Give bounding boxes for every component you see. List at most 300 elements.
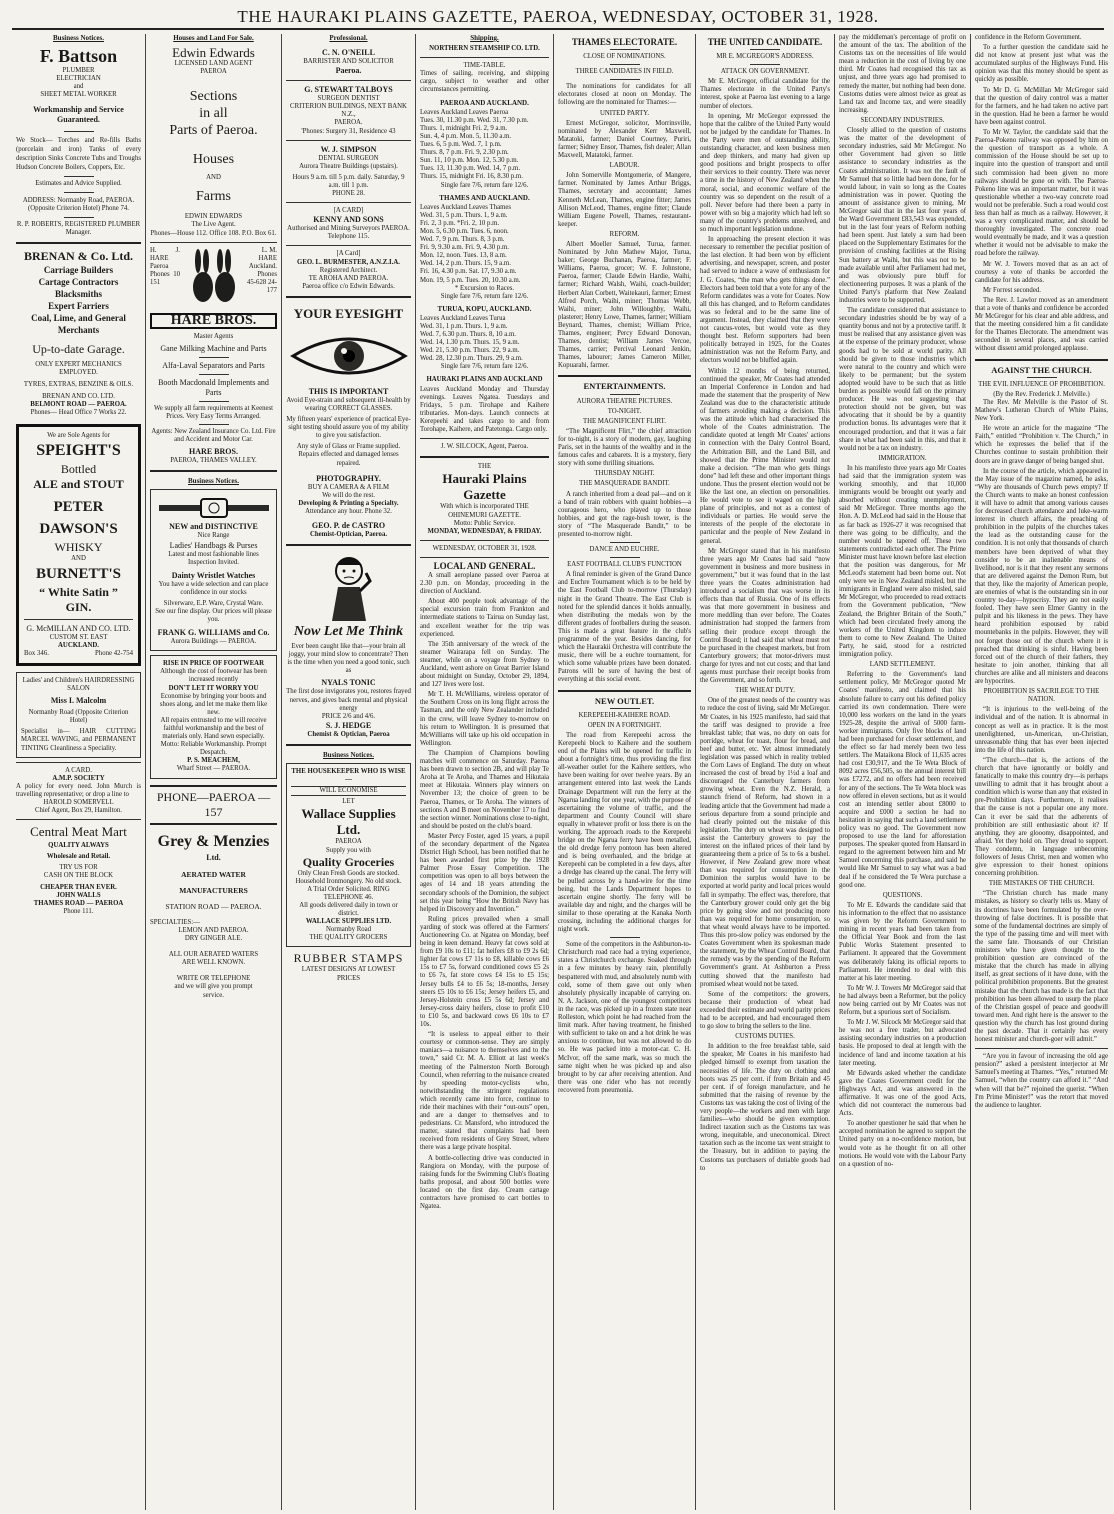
- advertiser-name: Edwin Edwards: [172, 45, 255, 61]
- ad-meachem: [150, 655, 277, 778]
- ad-line: Any style of Glass or Frame supplied.: [296, 443, 401, 451]
- timetable-row: Fri. 16, 4.30 p.m. Sat. 17, 9.30 a.m.: [420, 268, 517, 276]
- ad-line: PLUMBER: [62, 67, 95, 75]
- ad-line: QUALITY ALWAYS: [48, 842, 109, 850]
- timetable-row: Wed. 7, 9 p.m. Thurs. 8, 3 p.m.: [420, 236, 505, 244]
- divider: [1027, 377, 1057, 378]
- timetable-row: Thurs. 8, 7 p.m. Fri. 9, 2.30 p.m.: [420, 149, 509, 157]
- article-paragraph: Some of the competitors: the growers, because their production of wheat had exceeded their estimate and world parity prices had to be accepted, and had encouraged them to go slow to bring the sellers to the line.: [700, 990, 830, 1031]
- newspaper-days: MONDAY, WEDNESDAY, & FRIDAY.: [427, 527, 542, 535]
- article-subheading: THE EVIL INFLUENCE OF PROHIBITION.: [978, 380, 1105, 388]
- ad-line: ELECTRICIAN: [56, 75, 101, 83]
- section-heading: Shipping.: [470, 34, 499, 42]
- article-subheading: TO-NIGHT.: [607, 407, 642, 415]
- article-paragraph: Mr T. H. McWilliams, wireless operator of the Southern Cross on its long flight across the Tasman, and the only New Zealander included in the crew, will leave Sydney to-morrow on his return to Wellington. It is presumed that McWilliams will take up his old occupation in Wellington.: [420, 691, 549, 747]
- route-heading: HAURAKI PLAINS AND AUCKLAND: [426, 375, 543, 383]
- timetable-row: * Excursion to Races.: [454, 284, 515, 292]
- article-byline: (By the Rev. Frederick J. Melville.): [993, 390, 1090, 398]
- newspaper-title: Hauraki Plains Gazette: [442, 471, 527, 503]
- ad-line: Carriage Builders: [43, 264, 114, 275]
- shipping-company: NORTHERN STEAMSHIP CO. LTD.: [429, 45, 540, 53]
- ad-line: Phone 111.: [63, 907, 94, 915]
- article-subheading: THE MAGNIFICENT FLIRT.: [583, 417, 666, 425]
- divider: [558, 690, 691, 692]
- ad-line: Ladies' and Children's HAIRDRESSING SALON: [22, 676, 135, 693]
- divider: [64, 192, 94, 193]
- divider: [975, 1048, 1108, 1049]
- ad-line: G. McMILLAN AND CO. LTD.: [26, 623, 131, 633]
- ad-line: DENTAL SURGEON: [318, 154, 379, 162]
- article-subheading: EAST FOOTBALL CLUB'S FUNCTION: [567, 561, 682, 569]
- ad-line: Wharf Street — PAEROA.: [176, 765, 251, 773]
- article-subheading: QUESTIONS.: [882, 891, 923, 899]
- ad-line: Latest and most fashionable lines Inspection Invited.: [168, 550, 259, 566]
- divider: [286, 544, 411, 546]
- ad-line: A Trial Order Solicited. RING TELEPHONE 46.: [307, 885, 390, 901]
- ad-line: Gane Milking Machine and Parts: [160, 343, 267, 353]
- newspaper-title-prefix: THE: [477, 463, 492, 471]
- ad-amp: [16, 767, 141, 816]
- ad-line: SPECIALTIES:—: [150, 918, 200, 926]
- ad-line: Estimates and Advice Supplied.: [35, 180, 122, 188]
- ad-headline: RISE IN PRICE OF FOOTWEAR: [163, 660, 264, 668]
- ad-line: Bottled: [60, 461, 97, 476]
- article-subheading: MR E. MCGREGOR'S ADDRESS.: [716, 53, 814, 61]
- ad-brenan: [16, 249, 141, 418]
- article-paragraph: A ranch inherited from a dead pal—and on it a band of train robbers with quaint hobbies—a courageous hero, who played up to those hobbies, and got the rage-bush tower, is the story of “The Masquerade Bandit,” to be presented to-morrow night.: [558, 490, 691, 538]
- timetable-row: Mon. 12, noon. Tues. 13, 8 a.m.: [420, 252, 507, 260]
- divider: [199, 424, 229, 425]
- article-paragraph: Some of the competitors in the Ashburton-to-Christchurch road race had a trying experience, states a Christchurch exchange. Soaked through in a few minutes by heavy rain, plentifully bespattered with mud, and absolutely numb with cold, some of them gave out only when absolutely physically incapable of carrying on. N. A. Jackson, one of the youngest competitors in the race, was picked up in a frozen state near Rolleston, which point he had reached from the limit mark. After having treatment, he finished with sufficient to take on and a hot drink he was anxious to continue, but was not allowed to do so. He was packed into a motor-car. C. H. McIvor, off the same mark, was so much the same night when he was picked up and also brought to by car after receiving attention. And there was one rider who has not recently recovered from pneumonia.: [558, 941, 691, 1094]
- masthead: THE HAURAKI PLAINS GAZETTE, PAEROA, WEDNESDAY, OCTOBER 31, 1928.: [12, 6, 1104, 30]
- ad-headline: Dainty Wristlet Watches: [171, 570, 256, 580]
- article-heading: THAMES ELECTORATE.: [571, 37, 678, 47]
- article-paragraph: The nominations for candidates for all electorates closed at noon on Monday. The following are the nominated for Thames:—: [558, 83, 691, 107]
- article-paragraph: Within 12 months of being returned, continued the speaker, Mr Coates had attended an Imperial Conference in London and had made the statement that the prosperity of New Zealand was due to the characteristic attitude of farmers avoiding making a decision. This was the attitude which had characterised the whole of the Coates administration. The candidate quoted at length Mr Coates' actions in connection with the Dairy Control Board, the Arbitration Bill, and the Land Bill, and showed that the Prime Minister would not make a decision. “The man who gets things done” had left these and other important things undone. Thus the present election would not be like the last one, an election on personalities. He would vote to see it waged on the high plane of principles, and not as a contest of individuals or parties. He would serve the interests of the people of the electorate in particular and the people of New Zealand in general.: [700, 367, 830, 545]
- ad-line: ALE and STOUT: [33, 476, 124, 491]
- article-paragraph: A bottle-collecting drive was conducted in Rangiora on Monday, with the purpose of raising funds for the Swimming Club's floating baths proposal, and about 500 bottles were located on the first day. Cream cartage contractors have promised to cart bottles to Ngatea.: [420, 1154, 549, 1211]
- divider: [150, 242, 277, 243]
- ad-line: [A CARD]: [333, 207, 364, 215]
- ad-eyesight: [286, 303, 411, 539]
- article-paragraph: In approaching the present election it was necessary to remember the peculiar position of the last election. It had been won by efficient advertising, and newspaper, screen, and poster had served to induce a wave of enthusiasm for J. G. Coates, “the man who gets things done.” Electors had been told that a vote for any of the Reform candidates was a vote for Coates. Now all this has changed, and to Reform candidates was so federal and to be the same line of argument. Instead, they claimed that they were not caucus-votes, but would vote as they thought best. Reform supporters had been politically betrayed in 1925, for the Coates administration was not the Reform Party, and electors would not be bluffed again.: [700, 236, 830, 365]
- ad-line: Registered Architect.: [319, 266, 378, 274]
- timetable-row: Sun. 11, 10 p.m. Mon. 12, 5.30 p.m.: [420, 157, 519, 165]
- route-heading: THAMES AND AUCKLAND.: [439, 193, 530, 202]
- article-heading: THE UNITED CANDIDATE.: [707, 37, 823, 47]
- newspaper-subtitle: With which is incorporated THE OHINEMURI GAZETTE.: [440, 503, 529, 519]
- advertiser-name: F. Battson: [39, 46, 118, 67]
- divider: [420, 57, 549, 58]
- divider: [64, 176, 94, 177]
- ad-box: Box 346.: [24, 649, 49, 657]
- article-paragraph: To a further question the candidate said he did not know at present just what was the accumulated surplus of the Highways Fund. His opinion was that this money should be spent as quickly as possible.: [975, 44, 1108, 84]
- ad-line: THE QUALITY GROCERS: [309, 934, 388, 942]
- ad-line: MANUFACTURERS: [179, 885, 248, 895]
- ad-line: Avoid Eye-strain and subsequent ill-health by wearing CORRECT GLASSES.: [286, 396, 411, 412]
- ad-brand: SPEIGHT'S: [36, 441, 121, 459]
- article-paragraph: “The Christian church has made many mistakes, as history so clearly tells us. Many of its doctrines have been formulated by the over-throwing of false doctrines. It is possible that some of the fundamental doctrines are simply of the type of the passing time and will meet with the same fate. Thousands of our Christian ministers who have given thought to the prohibition question are convinced of the mistake that the church has made in allying itself, as great sections of it have done, with the political prohibition proponents. But the greatest mistake that the church has made is the fact that prohibition has been allowed to usurp the place of the Christian gospel of peace and goodwill toward men. And right here is the answer to the question why the church has lost ground during the past decade. That it certainly has every honest minister and church-goer will admit.”: [975, 890, 1108, 1044]
- ad-line: Expert Farriers: [48, 300, 109, 311]
- divider: [975, 359, 1108, 361]
- article-paragraph: Referring to the Government's land settlement policy, Mr McGregor quoted Mr Coates' manifesto, and claimed that his absolute failure to carry out his defined policy carried its own condemnation. There were 10,000 less workers on the land in the years 1925-28, despite the arrival of 5000 farm-worker immigrants. Only five blocks of land had been purchased for closer settlement, and the effect so far had merely been two less settlers. The Mataikona Block of 11,635 acres had cost £30,917, and the Te Weta Block of 8092 acres £56,505, so the annual interest bill was £7272, and no offers had been received for any of the sections. The Te Weta block was now offered in eleven sections, but as it would cost an intending settler about £8000 to acquire and £000 a section he had no hesitation in saying that such a land settlement policy was no good. The Government now proposed to use the land for afforestation purposes. The speaker quoted from Hansard in regard to the agreement between him and Mr Samuel concerning this purchase, and said he would like Mr Samuel to say what was a bad deal if he considered the Te Wera purchase a good one.: [839, 671, 966, 889]
- timetable-row: Leaves Auckland Leaves Paeroa: [420, 108, 509, 116]
- ad-line: Motto: Reliable Workmanship. Prompt Despatch.: [160, 741, 267, 757]
- divider: [286, 245, 411, 246]
- timetable-row: Wed. 28, 12.30 p.m. Thurs. 29, 9 a.m.: [420, 355, 523, 363]
- article-subheading: KEREPEEHI-KAIHERE ROAD.: [578, 711, 671, 719]
- advertiser-name: GEO. P. de CASTRO: [311, 521, 386, 530]
- timetable-row: Thurs. 1, midnight Fri. 2, 9 a.m.: [420, 124, 508, 132]
- column-professional: [282, 34, 416, 1510]
- timetable-row: Mon. 19, 5 p.m. Tues. 20, 10.30 a.m.: [420, 276, 521, 284]
- article-subheading: UNITED PARTY.: [599, 109, 650, 117]
- ad-line: Ltd.: [206, 852, 221, 862]
- timetable-row: Fri. 9, 9.30 a.m. Fri. 9, 4.30 p.m.: [420, 244, 509, 252]
- divider: [64, 217, 94, 218]
- ad-line: HAROLD SOMERVELL: [43, 799, 114, 806]
- ad-tagline: Workmanship and Service Guaranteed.: [33, 105, 124, 125]
- article-subheading: ATTACK ON GOVERNMENT.: [720, 68, 810, 76]
- article-paragraph: John Somerville Montgomerie, of Mangere, farmer. Nominated by James Arthur Briggs, Thames, secretary and accountant; James Kenneth McLean, Thames, engine fitter; James Allison McLeod, Thames, engine fitter; Claude William Eugene Powell, Thames, restaurant-keeper.: [558, 172, 691, 228]
- column-united-candidate: [696, 34, 835, 1510]
- ad-williams: [150, 489, 277, 651]
- ad-contacts: [24, 650, 133, 658]
- article-paragraph: “The church—that is, the actions of the church that have ignorantly or boldly and fanatically to make this country dry—is perhaps unwilling to admit that it has brought about a condition which is worse than any that existed in pre-Prohibition days. Furthermore, it realises that the cause is not a popular one any more. Can it ever be said that the adherents of prohibition are still enthusiastic about it? If anything, they are glooomy, disappointed, and afraid. Yet they hold on. They dread to support. They condemn, in language unbecoming followers of Jesus Christ, men and women who give expression to their honest opinions concerning prohibition.: [975, 756, 1108, 878]
- ad-line: Paeroa office c/o Edwin Edwards.: [302, 282, 395, 290]
- ad-line: [A Card]: [336, 250, 361, 258]
- article-paragraph: To Mr E. Edwards the candidate said that his information to the effect that no assistance was given by the Reform Government to mining in recent years had been taken from the Official Year Book and from the last Public Works Statement presented to Parliament. It appeared that the Government was deliberately faking its official reports to Parliament. He intended to deal with this matter at his later meeting.: [839, 901, 966, 982]
- article-paragraph: “It is injurious to the well-being of the individual and of the nation. It is abnormal in concept as well as in practice. It is the most unenlightened, un-American, un-Christian, unreasonable thing that has ever been injected into the life of this nation.: [975, 706, 1108, 754]
- divider: [610, 394, 640, 395]
- ad-line: SHEET METAL WORKER: [40, 91, 117, 99]
- article-paragraph: In the course of the article, which appeared in the May issue of the magazine named, he asks, “Why are thousands of Church pews empty? If the Church wants to make an honest confession it will have to admit that among various causes for decreased church attendance and luke-warm interest in church affairs, the preaching of prohibition in the pulpits of the churches takes the lead as the outstanding cause for the condition. It is not only that thousands of church members have been deprived of what they consider to be an inalienable means of livelihood, nor is it that they resent any sermons that are delivered against the Demon Rum, but that they, like the majority of American people, are enemies of what is the outstanding sin in our country to-day—hypocrisy. They are not easily fooled. They have seen Elmer Gantry in the pulpit and his likeness in the pews. They have heard prohibition espoused by rabid mountebanks in the pulpits. However, they will not forget those out of the church where it is preached that drinking is sinful. Having been forced out of the church of their fathers, they hesitate to join another, thinking that all churches are alike and all ministers and deacons are hypocrites.: [975, 467, 1108, 686]
- ad-line: Aurora Buildings — PAEROA.: [170, 638, 257, 646]
- divider: [610, 79, 640, 80]
- divider: [199, 357, 229, 358]
- article-subheading: IMMIGRATION.: [878, 454, 927, 462]
- ad-line: Specialist in— HAIR CUTTING MARCEL WAVING, and PERMANENT TINTING Cleanliness a Speciality.: [21, 728, 136, 752]
- article-paragraph: One of the greatest needs of the country was to reduce the cost of living, said Mr McGregor. Mr Coates, in his 1925 manifesto, had said that the tariff was designed to provide a free breakfast table; that was, no duty on oats for porridge, wheat for toast, flour for bread, and beef and butter, etc. Yet almost immediately legislation was passed which in reality trebled the Corn Laws of England. The duty on wheat increased the cost of bread by 1½d a loaf and discouraged the Canterbury farmers from growing wheat. Even the N.Z. Herald, a staunch friend of Reform, had shown in a leading article that the Government had made a serious departure from a sound principle and had clearly pointed out the mistake of this legislation. The duty on wheat was designed to assist the Canterbury growers to pay the interest on the inflated prices of their land by guaranteeing them a price of 5s to 6s a bushel. However, if New Zealand grew more wheat than was required for consumption in the Dominion the surplus would have to be exported at world parity and local prices would fall in sympathy. The effect was, therefore, that the Canterbury grower could only get the big price by going slow and not producing more than was required for home consumption, so that wheat would always have to be imported. Thus this pro-slow policy was endorsed by the Coates Government when its spokesman made the statement, by the Wheat Control Board, that the remedy was by the spending of the Reform Government's grant. At Ashburton a Press cutting showed that the manifesto had promised wheat would not be taxed.: [700, 697, 830, 988]
- ad-nyals: [286, 551, 411, 739]
- ad-line: SURGEON DENTIST: [317, 95, 380, 103]
- article-subheading: DANCE AND EUCHRE.: [589, 546, 660, 554]
- advertiser-name: Miss I. Malcolm: [50, 696, 107, 706]
- article-paragraph: The Rev. Mr Melville is the Pastor of St. Mathew's Lutheran Church of White Plains, New York.: [975, 398, 1108, 423]
- ad-line: TRY US FOR: [59, 864, 98, 872]
- ad-hare-bros: [150, 247, 277, 466]
- ad-headline: Farms: [196, 189, 231, 205]
- ad-line: PAEROA: [200, 68, 227, 76]
- ad-line: TE AROHA AND PAEROA.: [308, 274, 389, 282]
- ad-line: Repairs effected and damaged lenses repaired.: [298, 451, 399, 467]
- advertiser-name: C. N. O'NEILL: [322, 48, 375, 58]
- ad-line: DON'T LET IT WORRY YOU: [168, 684, 259, 692]
- divider: [286, 296, 411, 298]
- ad-line: Chemist & Optician, Paeroa: [307, 730, 390, 738]
- ad-line: BRENAN AND CO. LTD.: [42, 393, 115, 401]
- ad-manager: R. P. ROBERTS, REGISTERED PLUMBER Manager.: [16, 220, 141, 236]
- hare-header: [150, 247, 277, 309]
- ad-line: THAMES ROAD — PAEROA: [33, 899, 124, 907]
- ad-line: CRITERION BUILDINGS, NEXT BANK N.Z.,: [290, 103, 407, 119]
- divider: [64, 131, 94, 132]
- ad-line: Cartage Contractors: [38, 276, 119, 287]
- ad-headline: NEW and DISTINCTIVE: [169, 522, 258, 532]
- ad-line: AERATED WATER: [181, 869, 246, 879]
- ad-line: Ever been caught like that—your brain all joggy, your mind slow to concentrate? Then is the time when you need a good tonic, such as: [287, 643, 410, 675]
- timetable-row: Wed. 31, 5 p.m. Thurs. 1, 9 a.m.: [420, 211, 508, 219]
- divider: [199, 401, 229, 402]
- ad-line: LATEST DESIGNS AT LOWEST: [301, 966, 396, 974]
- divider: [610, 64, 640, 65]
- ad-line: A policy for every need. John Murch is travelling representative; or drop a line to: [16, 782, 141, 798]
- article-paragraph: Mr Edwards asked whether the candidate gave the Coates Government credit for the Highways Act, and was answered in the affirmative. It was one of the good Acts, which did not counteract the numerous bad Acts.: [839, 1069, 966, 1118]
- ad-line: Silverware, E.P. Ware, Crystal Ware.: [163, 599, 264, 607]
- eye-icon: [289, 328, 409, 384]
- ad-line: We supply all farm requirements at Keenest Prices. Very Easy Terms Arranged.: [153, 404, 274, 420]
- ad-line: CHEAPER THAN EVER.: [40, 883, 117, 891]
- advertiser-name: BRENAN & Co. Ltd.: [23, 248, 133, 263]
- timetable-row: Leaves Auckland Leaves Thames: [420, 203, 512, 211]
- ad-line: PAEROA, THAMES VALLEY.: [170, 457, 257, 465]
- ad-line: PAEROA.: [334, 119, 363, 127]
- route-heading: TURUA, KOPU, AUCKLAND.: [437, 304, 532, 313]
- ad-line: service.: [203, 991, 224, 999]
- article-subheading: REFORM.: [609, 230, 640, 238]
- ad-line: A CARD.: [65, 766, 92, 774]
- article-paragraph: Master Percy Foster, aged 15 years, a pupil of the secondary department of the Ngatea District High School, has been notified that he has been awarded first prize by the 1928 Palmer Prose Essay Competition. The competition was open to all boys between the ages of 14 and 18 years attending the secondary schools of the Dominion, the subject set this year being “How the British Navy has helped in Discovery and Invention.”: [420, 832, 549, 913]
- article-paragraph: The Champion of Champions bowling matches will commence on Saturday. Paeroa has been drawn to section 2B, and will play Te Aroha at Te Aroha, and Thames and Hikutaia meet at Hikutaia. Winners play winners on November 13; the choice of green to be Paeroa, Thames, or Te Aroha. The winners of sections A and B meet on November 17 to find the section winner. Nominations close to-night, and should be posted on the club's board.: [420, 749, 549, 830]
- ad-line: and: [73, 83, 84, 91]
- ad-line: BARRISTER AND SOLICITOR: [303, 58, 394, 66]
- timetable-intro: Times of sailing, receiving, and shipping cargo, subject to weather and other circumstances permitting.: [420, 70, 549, 94]
- article-subheading: THE MISTAKES OF THE CHURCH.: [988, 880, 1095, 888]
- timetable-row: Mon. 5, 6.30 p.m. Tues. 6, noon.: [420, 227, 509, 235]
- article-subheading: THREE CANDIDATES IN FIELD.: [575, 68, 674, 76]
- divider: [420, 540, 549, 541]
- ad-line: Developing & Printing a Specialty.: [298, 499, 399, 507]
- divider: [610, 49, 640, 50]
- article-paragraph: “The Magnificent Flirt,” the chief attraction for to-night, is a story of modern, gay, laughing Paris, set in the haunts of the wealthy and in the famous cafes and cabarets. It is a mystery, fiery story with some thrilling situations.: [558, 427, 691, 468]
- ad-headline: Now Let Me Think: [293, 624, 404, 640]
- ad-line: Nice Range: [197, 532, 230, 540]
- ad-line: WHISKY: [54, 539, 103, 554]
- divider: [286, 202, 411, 203]
- article-heading: NEW OUTLET.: [594, 695, 655, 706]
- timetable-row: Wed. 7, 6.30 p.m. Thurs. 8, 10 a.m.: [420, 331, 516, 339]
- ad-line: Paeroa.: [335, 66, 362, 76]
- ad-line: Normanby Road (Opposite Criterion Hotel): [28, 709, 129, 725]
- ad-brand: BURNETT'S: [35, 565, 122, 582]
- section-heading: Business Notices.: [323, 750, 374, 759]
- ad-line: Phones—House 112. Office 108. P.O. Box 61.: [150, 229, 277, 237]
- rabbit-logo-icon: [183, 247, 245, 309]
- ad-headline: Sections: [189, 89, 238, 105]
- ad-headline: YOUR EYESIGHT: [293, 305, 404, 321]
- ad-line: Economise by bringing your boots and shoes along, and let me make them like new.: [159, 692, 268, 716]
- divider: [199, 374, 229, 375]
- ad-headline: THIS IS IMPORTANT: [308, 386, 389, 396]
- ad-headline: Up-to-date Garage.: [32, 341, 125, 356]
- ad-line: We are Sole Agents for: [47, 431, 110, 439]
- ad-line: My fifteen years' experience of practical Eye-sight testing should assure you of my ability to give you satisfaction.: [286, 416, 411, 440]
- ad-line: Alfa-Laval Separators and Parts: [162, 360, 265, 370]
- divider: [24, 619, 133, 620]
- ad-line: ONLY EXPERT MECHANICS EMPLOYED.: [35, 360, 122, 377]
- timetable-row: Sun. 4, 4 p.m. Mon. 5, 11.30 a.m.: [420, 132, 512, 140]
- ad-line: PRICES: [336, 974, 361, 982]
- ad-line: WILL ECONOMISE: [291, 786, 406, 796]
- timetable-row: Single fare 7/6, return fare 12/6.: [440, 363, 529, 371]
- advertiser-name: KENNY AND SONS: [313, 215, 384, 225]
- ad-line: Although the cost of footwear has been increased recently: [160, 668, 267, 684]
- article-subheading: THE MASQUERADE BANDIT.: [579, 480, 670, 488]
- article-subheading: AURORA THEATRE PICTURES.: [576, 397, 673, 405]
- ad-malcolm: [16, 672, 141, 758]
- ad-line: EDWIN EDWARDS: [184, 213, 243, 221]
- ad-line: Supply you with: [326, 846, 371, 854]
- ad-line: AUCKLAND.: [58, 641, 99, 649]
- divider: [286, 140, 411, 141]
- ad-headline: in all: [199, 106, 228, 122]
- ad-line: STATION ROAD — PAEROA.: [165, 901, 262, 911]
- ad-line: AND: [206, 174, 221, 182]
- wristwatch-icon: [159, 497, 269, 519]
- article-subheading: LABOUR.: [609, 162, 640, 170]
- article-paragraph: To another questioner he said that when he accepted nomination he agreed to support the United party on a no-confidence motion, but would vote as he thought fit on all other motions. He would vote with the Labour Party on a question of no-: [839, 1120, 966, 1168]
- article-paragraph: The road from Kerepeehi across the Kerepeehi block to Kaihere and the southern end of the Plains will be opened for traffic in about a fortnight's time, thus providing the first all-weather outlet for the Kaihere settlers, who have been waiting for over twelve years. By an arrangement entered into last week the Lands Drainage Department will run the ferry at the Ngarua landing for one year, with the purpose of ascertaining the volume of traffic, and the department and County Council will share equally in whatever profit or loss there is on the working. The approach roads to the Kerepeehi bridge on the Ngarua ferry have been metalled, the old dredge ferry pontoon has been altered and is being overhauled, and the bridge at Kerepeehi can be completed in a few days, after a dredge has cleared up the canal. The ferry will be pulled across by a hand-wire for the time being, but the Lands Department hopes to ascertain engine shortly. The ferry will be available day and night, and the charges will be similar to those operating at the Kanaka North crossing, including the additional charges for night work.: [558, 731, 691, 934]
- article-paragraph: The 35th anniversary of the wreck of the steamer Wairarapa fell on Sunday. The steamer, while on a voyage from Sydney to Auckland, went ashore on Great Barrier Island about midnight on Sunday, October 29, 1894, and 127 lives were lost.: [420, 640, 549, 689]
- article-paragraph: “Are you in favour of increasing the old age pension?” asked a persistent interjector at Mr Samuel's meeting at Thames. “Yes,” returned Mr Samuel, “when the country can afford it.” “And when will that be?” rejoined the querist. “When I'm Prime Minister!” was the retort that moved the audience to laughter.: [975, 1053, 1108, 1109]
- ad-line: H. J. HARE Paeroa Phones 10 151: [150, 246, 180, 287]
- timetable-row: Leaves Auckland Leaves Turua: [420, 314, 506, 322]
- ad-line: PHONE 28.: [332, 190, 365, 198]
- advertiser-name: G. STEWART TALBOYS: [304, 85, 393, 95]
- ad-address: ADDRESS: Normanby Road, PAEROA. (Opposite Criterion Hotel) Phone 74.: [22, 196, 135, 212]
- article-subheading: THURSDAY NIGHT.: [594, 470, 655, 478]
- divider: [286, 80, 411, 81]
- ad-line: All repairs entrusted to me will receive faithful workmanship and the best of materials only. Hand sewn especially.: [160, 716, 267, 741]
- shipping-agent: J. W. SILCOCK, Agent, Paeroa.: [440, 443, 529, 451]
- ad-line: All goods delivered daily in town or district.: [299, 901, 398, 918]
- ad-stock-list: We Stock— Torches and Re-fills Baths (porcelain and iron) Tanks of every description Sinks Concrete Tubs and Troughs Hudson Concrete Boilers, Coppers, Etc.: [16, 137, 141, 172]
- article-paragraph: To Mr W. Taylor, the candidate said that the Paeroa-Pokeno railway was opposed by him on the question of transport as a whole. A commission of the House should be set up to inquire into the question of transport and until such commission had been given no more railways should be gone on with. The Paeroa-Pokeno line was an important matter, but it was questionable whether a two-way concrete road would not be preferable. Such a road would cost less than half as much as a railway. However, it was a very complicated matter, and should be thoroughly investigated. The concrete road would eventually be made, and it was a question whether it would not be advisable to make the road before the railway.: [975, 129, 1108, 258]
- column-shipping: [416, 34, 554, 1510]
- article-subheading: LAND SETTLEMENT.: [869, 661, 936, 669]
- ad-battson: [16, 45, 141, 237]
- ad-line: Authorised and Mining Surveyors PAEROA.: [287, 225, 410, 233]
- divider: [420, 557, 549, 558]
- article-paragraph: pay the middleman's percentage of profit on the amount of the tax. The abolition of the Customs tax on the necessities of life would mean a reduction in the cost of living by one third. Mr Coates had recognised this tax as unjust, and three years ago had promised to remedy the matter, but nothing had been done. Customs duties were almost twice as great as Land tax and Income tax, and were steadily increasing.: [839, 34, 966, 114]
- article-paragraph: Albert Moeller Samuel, Turua, farmer. Nominated by John Mathew Major, Turua, baker; George Buchanan, Paeroa, farmer; F. Williams, Paeroa, grocer; W. F. Johnstone, Paeroa, farmer; Claude Edwin Hardie, Waihi, farmer; Richard Walsh, Waihi, coach-builder; Herbert Alan Corbett, Waitekauri, farmer; Ernest Alfred Porch, Waihi, miner; Thomas Webb, Waihi, miner; John Willoughby, Waihi, plasterer; Henry Lowe, Thames, farmer; William Beynard, Thames, chemist; William Price, Thames, engineer; Percy Edward Donovan, Thames, dentist; William James Vercoe, Thames, carrier; Percival Leonard Jenkin, Thames, labourer; James Cameron Miller, Kopuarahi, farmer.: [558, 240, 691, 370]
- ad-line: and we will give you prompt: [174, 983, 253, 991]
- ad-line: Master Agents: [193, 332, 234, 340]
- ad-grey-menzies: [150, 831, 277, 1000]
- divider: [558, 375, 691, 377]
- timetable-row: Single fare 7/6, return fare 12/6.: [440, 292, 529, 300]
- article-paragraph: Mr McGregor stated that in his manifesto three years ago Mr Coates had said “now government in business and more business in government,” but it was found that in the last three years the Coates administration had introduced a socialism that was worse in its effects than that of Russia. One of its effects was that more government in business and more meddling than ever before. The Coates administration had stopped the farmers from selling their produce except through the Control Board; it had said that wheat must not be purchased in the cheapest markets, but from Canterbury growers; that motor-drivers must charge for tyres and not cut costs; and that land agents must purchase their receipt books from the Government, and so forth.: [700, 547, 830, 685]
- article-paragraph: Mr Forrest seconded.: [983, 286, 1041, 294]
- ad-line: Household Ironmongery. No old stock.: [295, 877, 402, 885]
- ad-line: The Live Agent.: [191, 221, 236, 229]
- advertiser-name: W. J. SIMPSON: [320, 144, 377, 154]
- ad-headline: PHOTOGRAPHY.: [316, 473, 381, 483]
- route-heading: PAEROA AND AUCKLAND.: [440, 98, 529, 107]
- ad-line: BELMONT ROAD — PAEROA.: [30, 401, 127, 409]
- advertiser-name: GEO. L. BURMESTER, A.N.Z.I.A.: [297, 258, 400, 266]
- ad-line: LICENSED LAND AGENT: [174, 60, 253, 68]
- advertiser-name: Central Meat Mart: [30, 824, 127, 840]
- ad-line: Aurora Theatre Buildings (upstairs).: [299, 162, 398, 170]
- column-business-notices: [12, 34, 146, 1510]
- article-paragraph: A final reminder is given of the Grand Dance and Euchre Tournament which is to be held by the East Football Club to-morrow (Thursday) night in the Grand Theatre. The East Club is noted for the splendid dances it holds annually, when distributing the medals won by the different grades of footballers during the season. This is made a great feature in the club's programme of the year. Besides dancing, for which the Haurakii Orchestra will contribute the music, there will be a euchre tournament, for which some valuable prizes have been donated. Patrons will be sure of having the best of everything at this social event.: [558, 571, 691, 684]
- ad-line: THE HOUSEKEEPER WHO IS WISE—: [291, 768, 406, 784]
- route-text: Leaves Auckland Monday and Thursday evenings. Leaves Ngatea. Tuesdays and Fridays, 5 p.m. Tirohape and Kaihere tributaries. Mon-days. Launch connects at Kerepeehi and takes cargo to and from Torohape, Kaihere, and Patetonga. Cargo only.: [420, 385, 549, 434]
- timetable-row: Tues. 30, 11.30 p.m. Wed. 31, 7.30 p.m.: [420, 116, 529, 124]
- ad-line: The first dose invigorates you, restores frayed nerves, and gives back mental and physical energy: [286, 688, 411, 712]
- section-heading: Business Notices.: [53, 34, 104, 42]
- ad-headline: RUBBER STAMPS: [293, 951, 404, 966]
- ad-line: GIN.: [65, 599, 92, 614]
- ad-line: Normanby Road: [325, 926, 372, 934]
- ad-line: Attendance any hour. Phone 32.: [305, 507, 392, 515]
- column-against-church: [971, 34, 1112, 1510]
- article-paragraph: To Mr J. W. Silcock Mr McGregor said that he was not a free trader, but advocated assisting secondary industries on a production basis. He proposed to deal at length with the incidence of land and income taxation at his later meeting.: [839, 1019, 966, 1067]
- ad-line: TYRES, EXTRAS, BENZINE & OILS.: [23, 381, 134, 389]
- divider: [750, 64, 780, 65]
- article-paragraph: confidence in the Reform Government.: [975, 34, 1082, 41]
- column-thames-electorate: [554, 34, 696, 1510]
- timetable-row: Wed. 21, 5.30 p.m. Thurs. 22, 9 a.m.: [420, 347, 520, 355]
- divider: [286, 744, 411, 746]
- ad-line: L. M. HARE Auckland. Phones 45-628 24-177: [247, 246, 278, 295]
- timetable-row: Thurs. 15, midnight Fri. 16, 8.30 p.m.: [420, 173, 523, 181]
- article-paragraph: Closely allied to the question of customs was the matter of the development of secondary industries, said Mr McGregor. No other Government had given so little assistance to secondary industries as the Coates administration. It was not the fault of Mr Samuel that so little had been done, for he would labour, in vain so long as the Coates administration was in power. Quoting the amount of assistance given to mining, Mr McGregor said that in the last four years of the Ward Government £83,543 was expended, but in the last four years of Reform nothing had been spent. Just lately a sum had been placed on the Supplementary Estimates for the provision of crushing facilities at the Rising Sun battery at Waihi, but this was not to be made available until after Parliament had met, and was obviously pure bluff for electioneering purposes. It was a plank of the United Party's platform that New Zealand industries were to be supported.: [839, 127, 966, 304]
- advertiser-name: FRANK G. WILLIAMS and Co.: [157, 628, 270, 638]
- ad-line: AND: [71, 554, 86, 562]
- section-heading: Professional.: [329, 34, 368, 42]
- article-heading: AGAINST THE CHURCH.: [991, 364, 1092, 375]
- ad-line: Blacksmiths: [54, 288, 102, 299]
- divider: [420, 456, 549, 458]
- article-paragraph: Mr E. McGregor, official candidate for the Thames electorate in the United Party's interest, spoke at Paeroa last evening to a large number of electors.: [700, 78, 830, 110]
- divider: [610, 542, 640, 543]
- article-paragraph: The Rev. J. Lawlor moved as an amendment that a vote of thanks and confidence be accorded Mr McGregor for his clear and able address, and that the meeting considered him a fit candidate for the Thames Electorate. The amendment was seconded in several places, and was carried without dissent amid prolonged applause.: [975, 296, 1108, 353]
- timetable-row: Single fare 7/6, return fare 12/6.: [440, 181, 529, 189]
- article-subheading: CLOSE OF NOMINATIONS.: [583, 53, 666, 61]
- article-heading: LOCAL AND GENERAL.: [433, 560, 536, 571]
- timetable-title: TIME-TABLE.: [463, 62, 506, 70]
- article-paragraph: Ernest McGregor, solicitor, Morrinsville, nominated by Alexander Kerr Maxwell, Matatoki, farmer; Daniel Courtney, Puriri, farmer; Sidney Ensor, Thames, fish dealer; Allan Maxwell, Matatoki, farmer.: [558, 119, 691, 160]
- article-paragraph: “It is useless to appeal either to their courtesy or common-sense. They are simply maniacs—a nuisance to themselves and to the town,” said Cr. M. A. Elliott at last week's meeting of the Palmerston North Borough Council, when referring to the nuisance created by speeding motor-cyclists who, notwithstanding the stringent regulations which recently came into force, continue to ride their machines with their “out-outs” open, and are a danger to themselves and to pedestrians. Cr. Mansford, who introduced the matter, stated that complaints had been received from residents of Grey Street, where there was a large private hospital.: [420, 1031, 549, 1152]
- advertiser-name: Grey & Menzies: [157, 832, 270, 850]
- article-subheading: THE WHEAT DUTY.: [735, 687, 795, 695]
- ad-line: PAEROA: [335, 838, 362, 846]
- ad-line: DRY GINGER ALE.: [184, 935, 243, 943]
- article-paragraph: Ruling prices prevailed when a small yarding of stock was offered at the Farmers' Auctioneering Co. at Ngatea on Monday, beef being in keen demand. Heavy fat cows sold at from £9 10s to £11; fat heifers £8 to £9 2s 6d; lighter fat cows £7 11s to £8, killable cows £6 15s to £7 5s, forward conditioned cows £5 2s to £6 7s, fat store cows £4 15s to £5 15s; Jersey bulls £4 to £6 5s; 18-months, Jersey steers £5 10s to £6 15s; Jersey heifers £5, and Jersey-Holstein cross £5 5s 6d; Jersey and Jersey-cross dairy heifers, close to profit £10 to £10 5s, and backward cows £6 10s to £7 10s.: [420, 915, 549, 1029]
- ad-line: You have a wide selection and can place confidence in our stocks: [158, 580, 269, 596]
- article-paragraph: In his manifesto three years ago Mr Coates had said that the immigration system was working smoothly, and that 10,000 immigrants would be brought out yearly and absorbed without creating unemployment, said Mr McGregor. Three months ago the Hon. A. D. McLeod had said in the House that as far back as 1926-27 it was recognised that there was going to be difficulty, and the number would be tapered off. These two statements contradicted each other. The Prime Minister must have known before last election that the position was dangerous, for Mr McLeod's statement had been borne out. Not only were we in New Zealand misled, but the immigrants in England were also misled, said Mr McGregor, who proceeded to read extracts from the Government publication, “New Zealand, the Brighter Britain of the South,” which had been circulated freely among the workers of the United Kingdom to induce them to come to New Zealand. The United Party, he said, stood for a restricted immigration policy.: [839, 464, 966, 659]
- advertiser-name: P. S. MEACHEM,: [187, 757, 240, 765]
- article-paragraph: In addition to the free breakfast table, said the speaker, Mr Coates in his manifesto had pledged himself to exempt from taxation the necessities of life. The duty on clothing and boots was 25 per cent. if from Britain and 45 per cent. if of foreign manufacture, and he submitted that the raising of revenue by the Customs tax was taking the cost of living of the very people—the workers and men with large families—who should be given exemption. Indirect taxation such as the Customs tax was wrong, inequitable, and uneconomical. Direct taxation such as the income tax went straight to the Treasury, but in addition to paying the Customs tax purchasers of dutiable goods had to: [700, 1043, 830, 1172]
- ad-line: WRITE OR TELEPHONE: [176, 975, 251, 983]
- ad-wallace: [286, 763, 411, 947]
- ad-line: PRICE 2/6 and 4/6.: [321, 712, 376, 720]
- divider: [16, 819, 141, 820]
- ad-line: See our fine display. Our prices will please you.: [155, 607, 272, 624]
- column-continued-address: [835, 34, 971, 1510]
